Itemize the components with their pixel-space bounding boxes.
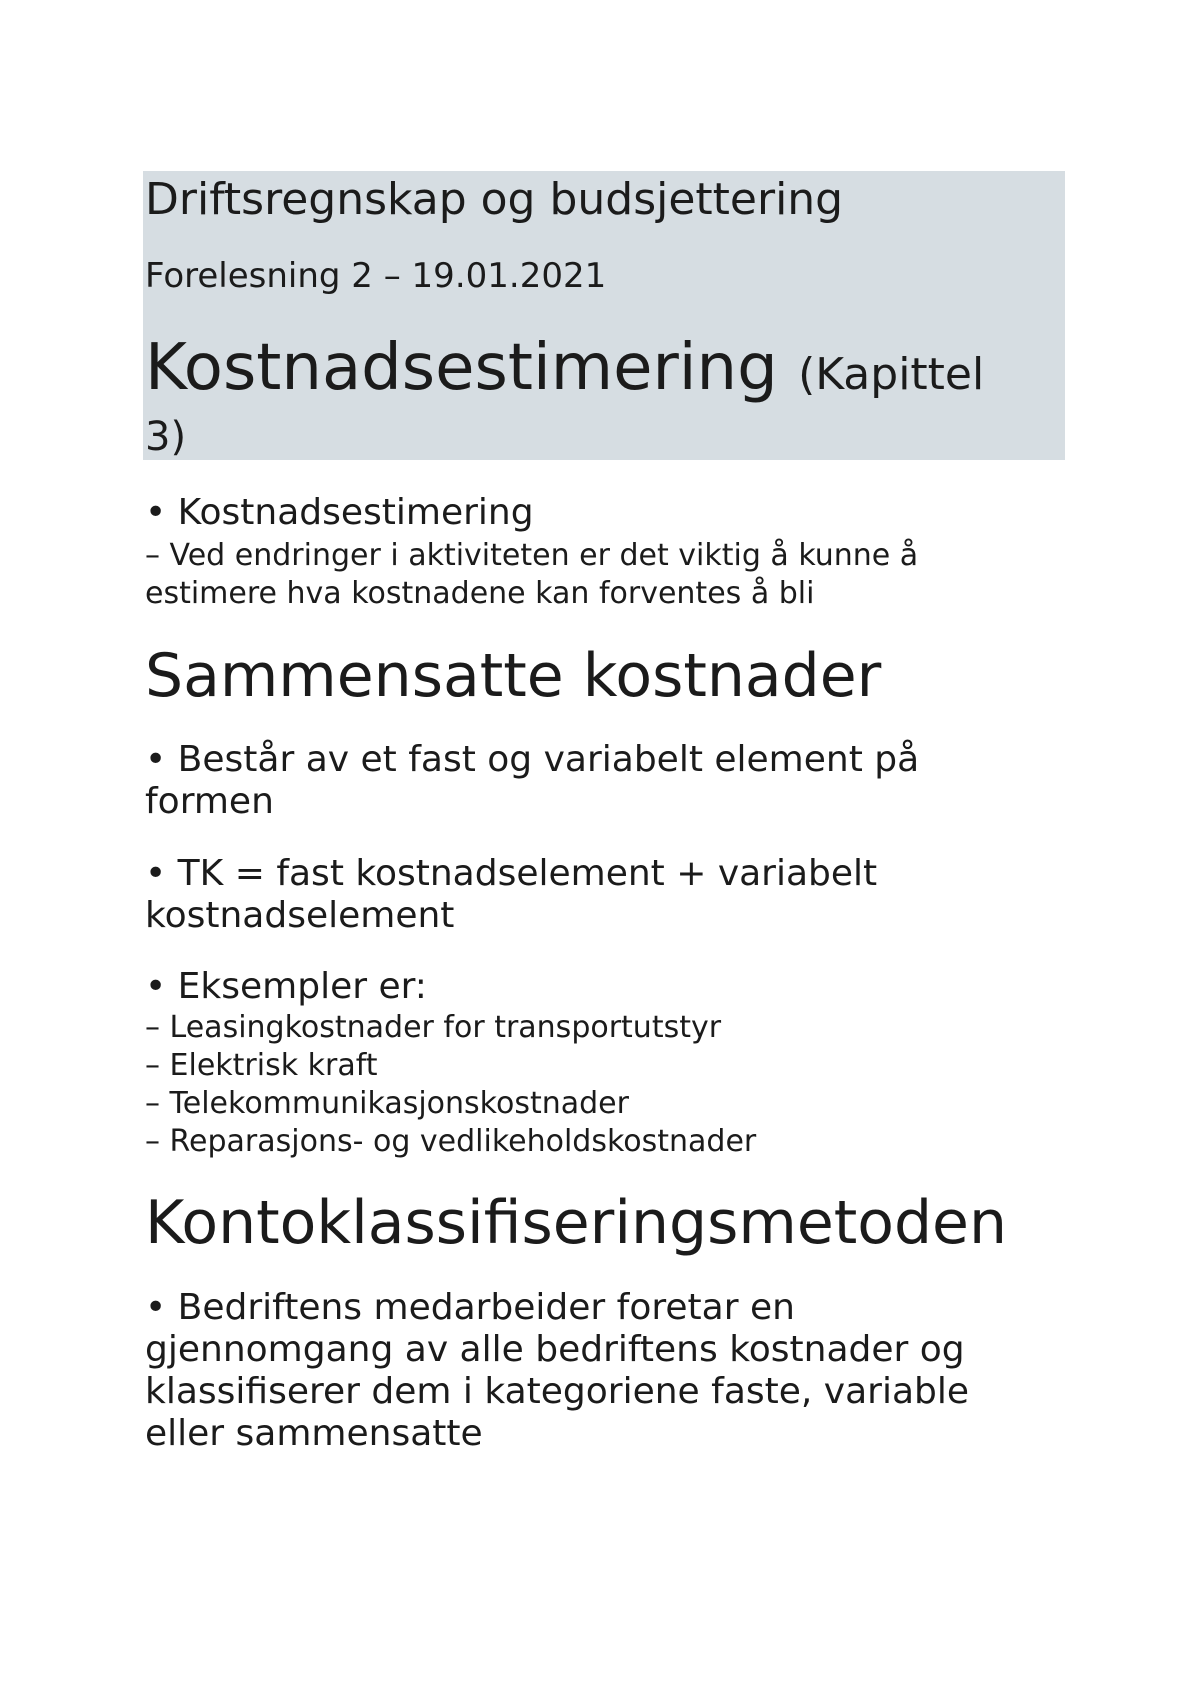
intro-detail: – Ved endringer i aktiviteten er det viktig å kunne å estimere hva kostnadene kan forventes å bli [145, 538, 919, 611]
chapter-ref-close: 3) [145, 414, 187, 460]
examples-list [145, 1009, 1025, 1161]
list-item: – Telekommunikasjonskostnader [145, 1086, 629, 1121]
bullet-examples-intro: • Eksempler er: [145, 966, 427, 1007]
list-item: – Leasingkostnader for transportutstyr [145, 1010, 722, 1045]
list-item: – Reparasjons- og vedlikeholdskostnader [145, 1124, 757, 1159]
chapter-heading [145, 330, 1045, 461]
course-title: Driftsregnskap og budsjettering [145, 174, 844, 225]
list-item: – Elektrisk kraft [145, 1048, 378, 1083]
chapter-title: Kostnadsestimering [145, 331, 778, 405]
bullet-formula: • TK = fast kostnadselement + variabelt kostnadselement [145, 853, 878, 936]
section-title-sammensatte: Sammensatte kostnader [145, 641, 882, 711]
lecture-subtitle: Forelesning 2 – 19.01.2021 [145, 256, 607, 296]
chapter-ref-open: (Kapittel [798, 349, 985, 400]
bullet-composition: • Består av et fast og variabelt element på formen [145, 739, 920, 822]
bullet-classification: • Bedriftens medarbeider foretar en gjennomgang av alle bedriftens kostnader og klassifiserer dem i kategoriene faste, variable eller sammensatte [145, 1287, 970, 1454]
intro-bullet: • Kostnadsestimering [145, 492, 534, 533]
section-title-kontoklassifisering: Kontoklassifiseringsmetoden [145, 1188, 1008, 1258]
